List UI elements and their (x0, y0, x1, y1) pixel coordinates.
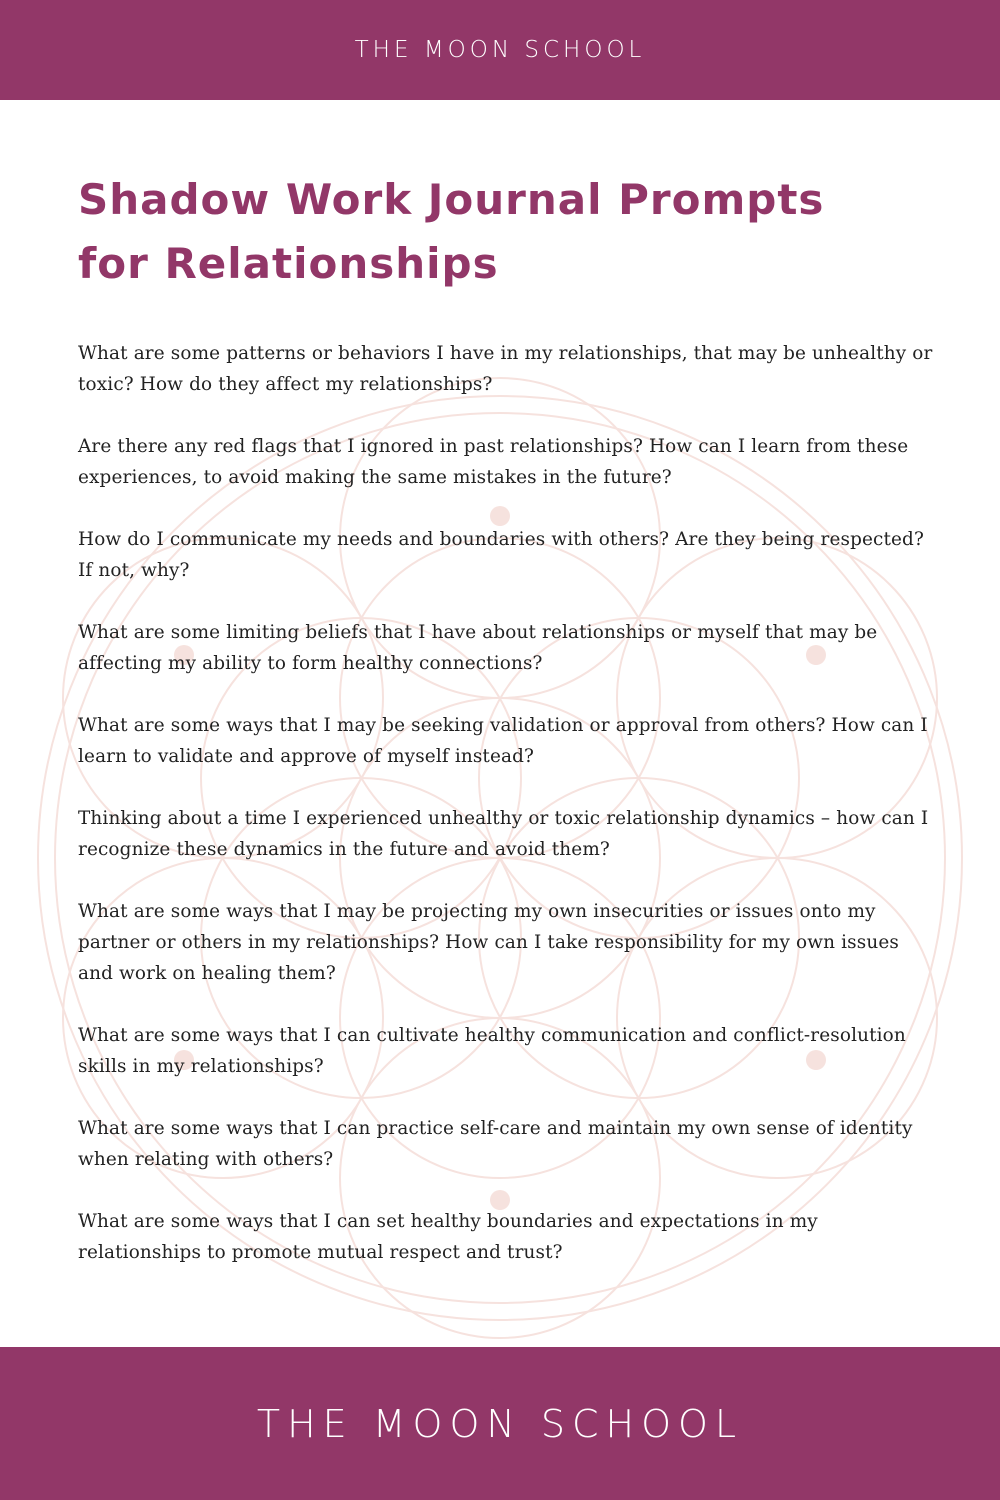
prompt-item: Thinking about a time I experienced unhealthy or toxic relationship dynamics – how can I recognize these dynamics in the future and avoid them? (78, 808, 929, 860)
prompt-item: How do I communicate my needs and boundaries with others? Are they being respected? If not, why? (78, 529, 924, 581)
prompt-item: What are some ways that I can set healthy boundaries and expectations in my relationships to promote mutual respect and trust? (78, 1211, 818, 1263)
top-banner (0, 0, 1000, 100)
prompt-item: What are some ways that I may be seeking validation or approval from others? How can I learn to validate and approve of myself instead? (78, 715, 928, 767)
title-line-1: Shadow Work Journal Prompts (78, 175, 825, 224)
prompt-list (78, 338, 938, 1299)
prompt-item: What are some ways that I can cultivate healthy communication and conflict-resolution skills in my relationships? (78, 1025, 906, 1077)
header-brand: THE MOON SCHOOL (354, 37, 646, 63)
page-title (78, 168, 938, 296)
prompt-item: What are some ways that I may be projecting my own insecurities or issues onto my partner or others in my relationships? How can I take responsibility for my own issues and work on healing them? (78, 901, 899, 984)
prompt-item: What are some ways that I can practice self-care and maintain my own sense of identity when relating with others? (78, 1118, 913, 1170)
title-line-2: for Relationships (78, 239, 499, 288)
prompt-item: What are some patterns or behaviors I have in my relationships, that may be unhealthy or toxic? How do they affect my relationships? (78, 343, 933, 395)
prompt-item: Are there any red flags that I ignored in past relationships? How can I learn from these experiences, to avoid making the same mistakes in the future? (78, 436, 909, 488)
bottom-banner (0, 1347, 1000, 1500)
footer-brand: THE MOON SCHOOL (256, 1401, 744, 1446)
prompt-item: What are some limiting beliefs that I have about relationships or myself that may be affecting my ability to form healthy connections? (78, 622, 878, 674)
